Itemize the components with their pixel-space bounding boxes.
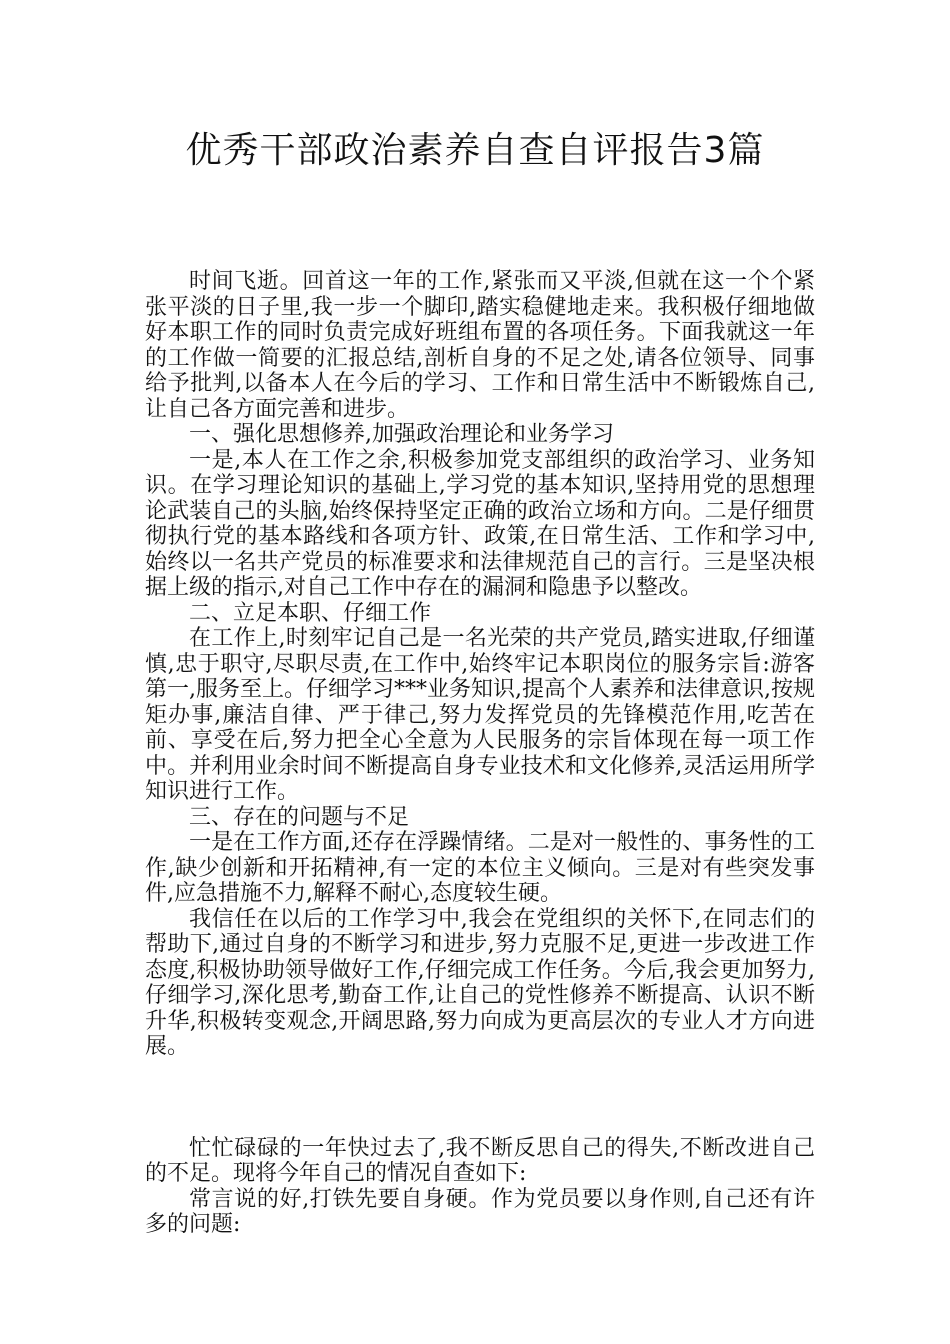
paragraph-political-study: 一是,本人在工作之余,积极参加党支部组织的政治学习、业务知识。在学习理论知识的基础上,学习党的基本知识,坚持用党的思想理论武装自己的头脑,始终保持坚定正确的政治立场和方向。二是仔细贯彻执行党的基本路线和各项方针、政策,在日常生活、工作和学习中,始终以一名共产党员的标准要求和法律规范自己的言行。三是坚决根据上级的指示,对自己工作中存在的漏洞和隐患予以整改。 (145, 447, 815, 600)
paragraph-work-duty: 在工作上,时刻牢记自己是一名光荣的共产党员,踏实进取,仔细谨慎,忠于职守,尽职尽责,在工作中,始终牢记本职岗位的服务宗旨:游客第一,服务至上。仔细学习***业务知识,提高个人素养和法律意识,按规矩办事,廉洁自律、严于律己,努力发挥党员的先锋模范作用,吃苦在前、享受在后,努力把全心全意为人民服务的宗旨体现在每一项工作中。并利用业余时间不断提高自身专业技术和文化修养,灵活运用所学知识进行工作。 (145, 626, 815, 804)
document-body (145, 269, 815, 1238)
paragraph-shortcomings: 一是在工作方面,还存在浮躁情绪。二是对一般性的、事务性的工作,缺少创新和开拓精神,有一定的本位主义倾向。三是对有些突发事件,应急措施不力,解释不耐心,态度较生硬。 (145, 830, 815, 906)
section-heading-3: 三、存在的问题与不足 (189, 804, 410, 830)
paragraph-conclusion: 我信任在以后的工作学习中,我会在党组织的关怀下,在同志们的帮助下,通过自身的不断学习和进步,努力克服不足,更进一步改进工作态度,积极协助领导做好工作,仔细完成工作任务。今后,我会更加努力,仔细学习,深化思考,勤奋工作,让自己的党性修养不断提高、认识不断升华,积极转变观念,开阔思路,努力向成为更高层次的专业人才方向进展。 (145, 906, 815, 1059)
paragraph-second-intro: 忙忙碌碌的一年快过去了,我不断反思自己的得失,不断改进自己的不足。现将今年自己的情况自查如下: (145, 1135, 815, 1186)
paragraph-intro: 时间飞逝。回首这一年的工作,紧张而又平淡,但就在这一个个紧张平淡的日子里,我一步一个脚印,踏实稳健地走来。我积极仔细地做好本职工作的同时负责完成好班组布置的各项任务。下面我就这一年的工作做一简要的汇报总结,剖析自身的不足之处,请各位领导、同事给予批判,以备本人在今后的学习、工作和日常生活中不断锻炼自己,让自己各方面完善和进步。 (145, 269, 815, 422)
document-title: 优秀干部政治素养自查自评报告3篇 (185, 130, 765, 171)
section-gap (145, 1060, 815, 1136)
section-heading-2: 二、立足本职、仔细工作 (189, 600, 432, 626)
paragraph-second-issues: 常言说的好,打铁先要自身硬。作为党员要以身作则,自己还有许多的问题: (145, 1186, 815, 1237)
section-heading-1: 一、强化思想修养,加强政治理论和业务学习 (189, 422, 614, 447)
